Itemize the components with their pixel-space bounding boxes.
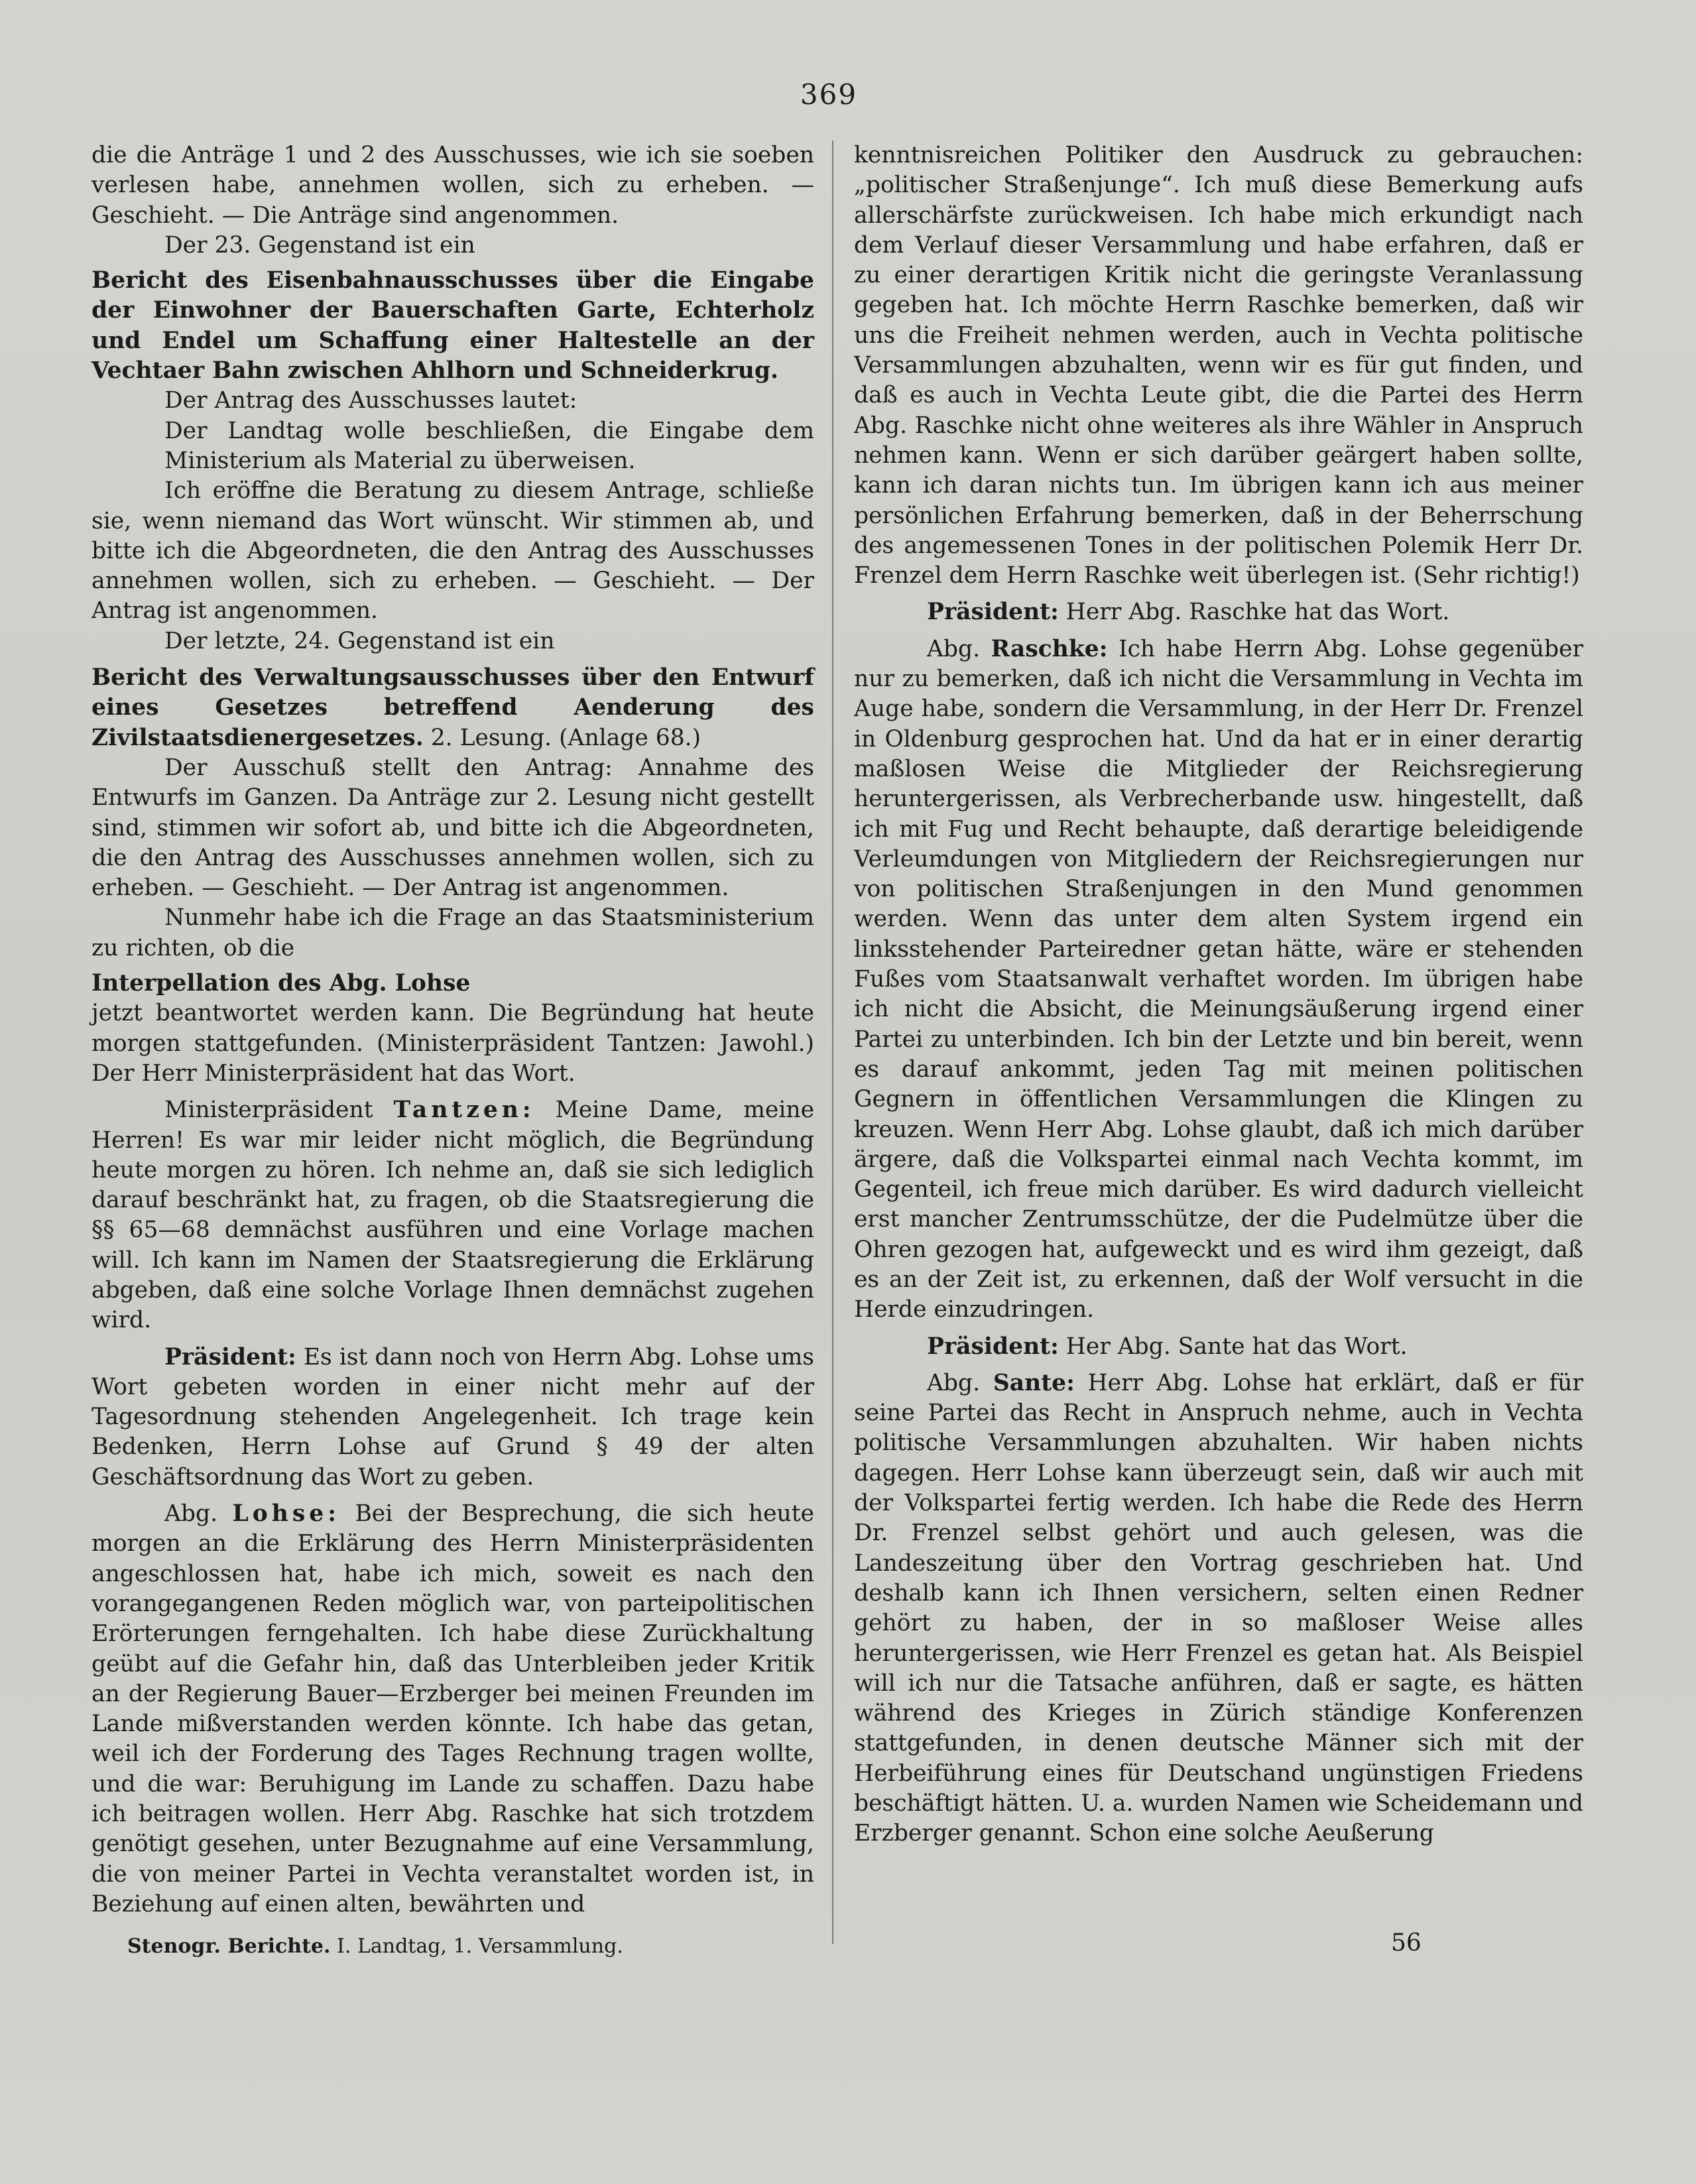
reading-note: 2. Lesung. (Anlage 68.) — [423, 724, 701, 751]
speech — [854, 597, 1583, 627]
speech-text: Es ist dann noch von Herrn Abg. Lohse ums Wort gebeten worden in einer nicht mehr auf der Tagesordnung stehenden Angelegenheit. Ich trage kein Bedenken, Herrn Lohse auf Grund § 49 der alten Geschäftsordnung das Wort zu geben. — [91, 1343, 814, 1490]
paragraph: Der Antrag des Ausschusses lautet: — [164, 387, 577, 414]
paragraph: kenntnisreichen Politiker den Ausdruck zu gebrauchen: „politischer Straßenjunge“. Ich muß diese Bemerkung aufs allerschärfste zurückweisen. Ich habe mich erkundigt nach dem Verlauf dieser Versammlung und habe erfahren, daß er zu einer derartigen Kritik nicht die geringste Veranlassung gegeben hat. Ich möchte Herrn Raschke bemerken, daß wir uns die Freiheit nehmen werden, auch in Vechta politische Versammlungen abzuhalten, wenn wir es für gut finden, und daß es auch in Vechta Leute gibt, die die Partei des Herrn Abg. Raschke nicht ohne weiteres als ihre Wähler in Anspruch nehmen kann. Wenn er sich darüber geärgert haben sollte, kann ich daran nichts tun. Im übrigen kann ich aus meiner persönlichen Erfahrung bemerken, daß in der Beherrschung des angemessenen Tones in der politischen Polemik Herr Dr. Frenzel dem Herrn Raschke weit überlegen ist. (Sehr richtig!) — [854, 142, 1583, 589]
sheet-number: 56 — [1391, 1929, 1422, 1957]
paragraph: Der 23. Gegenstand ist ein — [164, 231, 475, 259]
speaker-name: Präsident: — [164, 1343, 296, 1370]
paragraph: Nunmehr habe ich die Frage an das Staatsministerium zu richten, ob die — [91, 904, 814, 961]
agenda-item-heading: Bericht des Verwaltungsausschusses über den Entwurf eines Gesetzes betreffend Aenderung des Zivilstaatsdienergesetzes. — [91, 664, 814, 751]
speech-text: Herr Abg. Lohse hat erklärt, daß er für seine Partei das Recht in Anspruch nehme, auch in Vechta politische Versammlungen abzuhalten. Wir haben nichts dagegen. Herr Lohse kann überzeugt sein, daß wir auch mit der Volkspartei fertig werden. Ich habe die Rede des Herrn Dr. Frenzel selbst gehört und auch gelesen, was die Landeszeitung über den Vortrag geschrieben hat. Und deshalb kann ich Ihnen versichern, selten einen Redner gehört zu haben, der in so maßloser Weise alles heruntergerissen, wie Herr Frenzel es getan hat. Als Beispiel will ich nur die Tatsache anführen, daß er sagte, es hätten während des Krieges in Zürich ständige Konferenzen stattgefunden, in denen deutsche Männer sich mit der Herbeiführung eines für Deutschand ungünstigen Friedens beschäftigt hätten. U. a. wurden Namen wie Scheidemann und Erzberger genannt. Schon eine solche Aeußerung — [854, 1369, 1584, 1847]
paragraph: Der Ausschuß stellt den Antrag: Annahme des Entwurfs im Ganzen. Da Anträge zur 2. Lesung nicht gestellt sind, stimmen wir sofort ab, und bitte ich die Abgeordneten, die den Antrag des Ausschusses annehmen wollen, sich zu erheben. — Geschieht. — Der Antrag ist angenommen. — [91, 754, 814, 902]
speaker-name: Tantzen: — [393, 1097, 535, 1124]
speaker-name: Raschke: — [991, 635, 1108, 662]
speech — [91, 1095, 814, 1335]
speaker-name: Sante: — [993, 1369, 1075, 1396]
paragraph: Ich eröffne die Beratung zu diesem Antrage, schließe sie, wenn niemand das Wort wünscht. Wir stimmen ab, und bitte ich die Abgeordneten, die den Antrag des Ausschusses annehmen wollen, sich zu erheben. — Geschieht. — Der Antrag ist angenommen. — [91, 477, 814, 625]
speaker-name: Lohse: — [232, 1500, 340, 1528]
speech — [854, 1332, 1583, 1362]
speech — [91, 1499, 814, 1919]
speech — [854, 1368, 1583, 1849]
speaker-name: Präsident: — [927, 1333, 1059, 1360]
footer-title: Stenogr. Berichte. — [127, 1935, 331, 1958]
speaker-role: Abg. — [927, 1369, 981, 1396]
speech-text: Ich habe Herrn Abg. Lohse gegenüber nur zu bemerken, daß ich nicht die Versammlung in Vechta im Auge habe, sondern die Versammlung, in der Herr Dr. Frenzel in Oldenburg gesprochen hat. Und da hat er in einer derartig maßlosen Weise die Mitglieder der Reichsregierung heruntergerissen, als Verbrecherbande usw. hingestellt, daß ich mit Fug und Recht behaupte, daß derartige beleidigende Verleumdungen von Mitgliedern der Reichsregierungen nur von politischen Straßenjungen in den Mund genommen werden. Wenn das unter dem alten System irgend ein linksstehender Parteiredner getan hätte, wäre er stehenden Fußes vom Staatsanwalt verhaftet worden. Im übrigen habe ich nicht die Absicht, die Meinungsäußerung irgend einer Partei zu unterbinden. Ich bin der Letzte und bin bereit, wenn es darauf ankommt, jeden Tag mit meinen politischen Gegnern in öffentlichen Versammlungen die Klingen zu kreuzen. Wenn Herr Abg. Lohse glaubt, daß ich mich darüber ärgere, daß die Volkspartei einmal nach Vechta kommt, im Gegenteil, ich freue mich darüber. Es wird dadurch vielleicht erst mancher Zentrumsschütze, der die Pudelmütze über die Ohren gezogen hat, aufgeweckt und es wird ihm gezeigt, daß es an der Zeit ist, zu erkennen, daß der Wolf versucht in die Herde einzudringen. — [854, 635, 1583, 1323]
speaker-role: Abg. — [927, 635, 981, 662]
left-column — [91, 141, 814, 1919]
agenda-item-heading: Bericht des Eisenbahnausschusses über die Eingabe der Einwohner der Bauerschaften Garte, Echterholz und Endel um Schaffung einer Haltestelle an der Vechtaer Bahn zwischen Ahlhorn und Schneiderkrug. — [91, 267, 814, 385]
footer-source — [127, 1935, 623, 1958]
speech — [854, 635, 1583, 1325]
speaker-role: Ministerpräsident — [164, 1097, 373, 1124]
footer-session: I. Landtag, 1. Versammlung. — [337, 1935, 623, 1958]
speech-text: Bei der Besprechung, die sich heute morgen an die Erklärung des Herrn Ministerpräsidenten angeschlossen hat, habe ich mich, soweit es nach den vorangegangenen Reden möglich war, von parteipolitischen Erörterungen ferngehalten. Ich habe diese Zurückhaltung geübt auf die Gefahr hin, daß das Unterbleiben jeder Kritik an der Regierung Bauer—Erzberger bei meinen Freunden im Lande mißverstanden werden könnte. Ich habe das getan, weil ich der Forderung des Tages Rechnung tragen wollte, und die war: Beruhigung im Lande zu schaffen. Dazu habe ich beitragen wollen. Herr Abg. Raschke hat sich trotzdem genötigt gesehen, unter Bezugnahme auf eine Versammlung, die von meiner Partei in Vechta veranstaltet worden ist, in Beziehung auf einen alten, bewährten und — [91, 1500, 814, 1917]
speech — [91, 1343, 814, 1492]
speech-text: Meine Dame, meine Herren! Es war mir leider nicht möglich, die Begründung heute morgen zu hören. Ich nehme an, daß sie sich lediglich darauf beschränkt hat, zu fragen, ob die Staatsregierung die §§ 65—68 demnächst ausführen und eine Vorlage machen will. Ich kann im Namen der Staatsregierung die Erklärung abgeben, daß eine solche Vorlage Ihnen demnächst zugehen wird. — [91, 1097, 814, 1334]
motion-text: Der Landtag wolle beschließen, die Eingabe dem Ministerium als Material zu überweisen. — [164, 417, 814, 474]
right-column — [854, 141, 1583, 1849]
speaker-role: Abg. — [164, 1500, 218, 1528]
speech-text: Herr Abg. Raschke hat das Wort. — [1058, 599, 1450, 626]
speaker-name: Präsident: — [927, 599, 1059, 626]
speech-text: Her Abg. Sante hat das Wort. — [1058, 1333, 1408, 1360]
page-number: 369 — [800, 78, 858, 111]
paragraph: die die Anträge 1 und 2 des Ausschusses, wie ich sie soeben verlesen habe, annehmen wollen, sich zu erheben. — Geschieht. — Die Anträge sind angenommen. — [91, 142, 814, 229]
paragraph: jetzt beantwortet werden kann. Die Begründung hat heute morgen stattgefunden. (Ministerpräsident Tantzen: Jawohl.) Der Herr Ministerpräsident hat das Wort. — [91, 1000, 814, 1087]
paragraph: Der letzte, 24. Gegenstand ist ein — [164, 627, 555, 654]
agenda-item-heading: Interpellation des Abg. Lohse — [91, 970, 471, 997]
column-divider — [832, 141, 833, 1944]
